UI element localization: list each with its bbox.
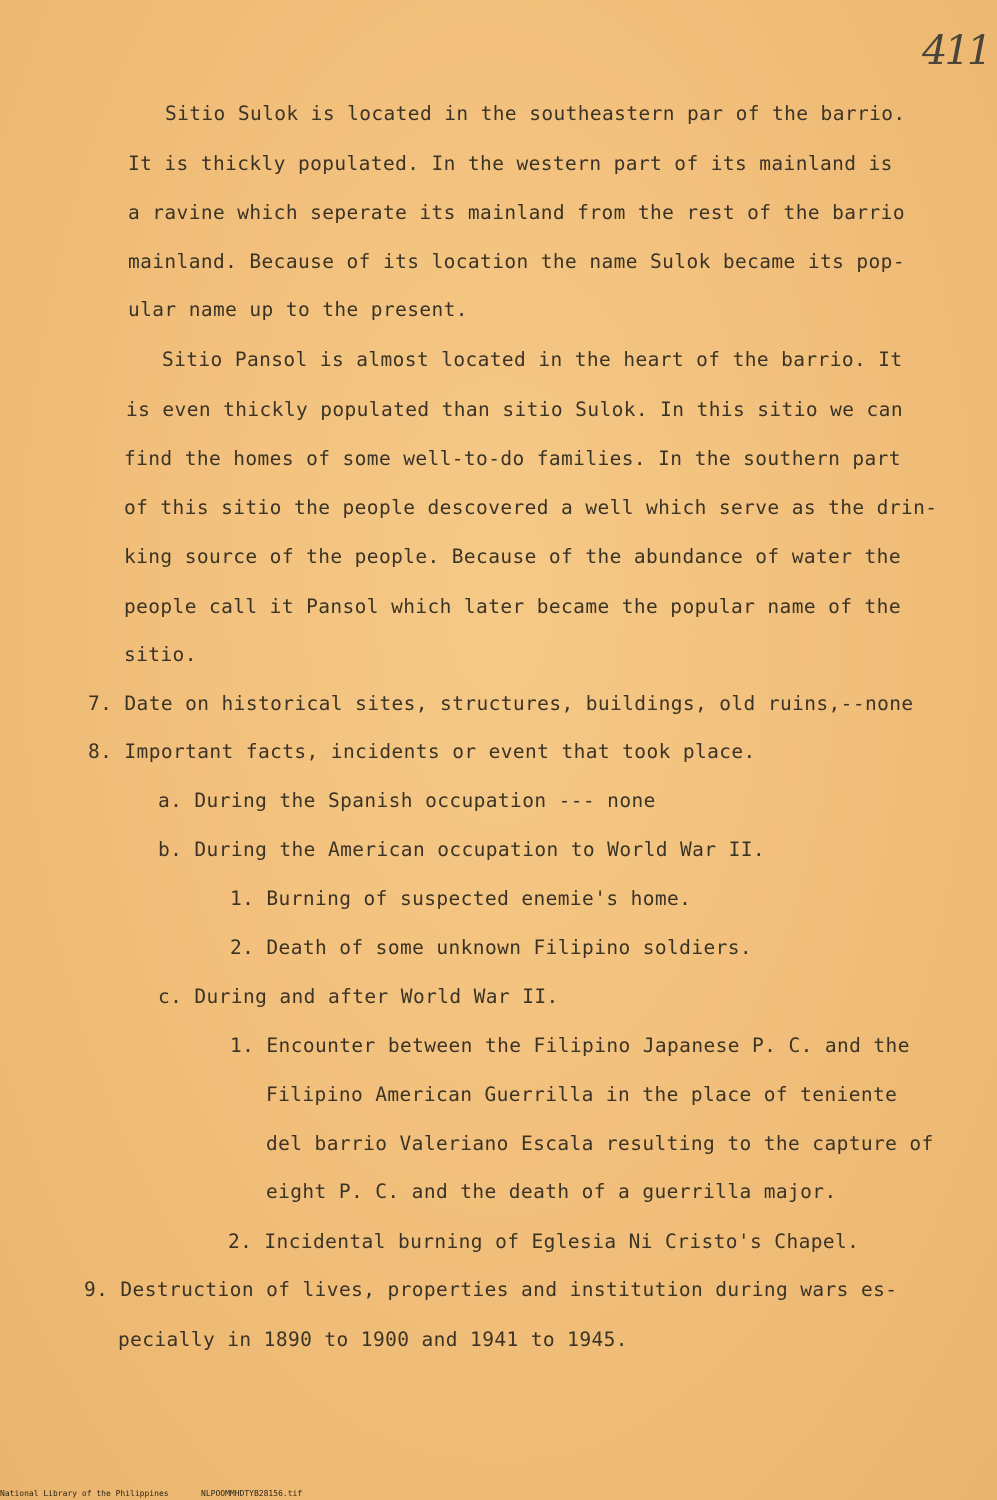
footer-file: NLPOOMMHDTYB28156.tif — [201, 1489, 303, 1498]
text-line: Sitio Sulok is located in the southeastern par of the barrio. — [165, 102, 906, 125]
footer-library: National Library of the Philippines — [0, 1489, 169, 1498]
text-line: a. During the Spanish occupation --- none — [158, 789, 656, 812]
text-line: is even thickly populated than sitio Sulok. In this sitio we can — [126, 398, 903, 421]
text-line: 9. Destruction of lives, properties and institution during wars es- — [84, 1278, 898, 1301]
text-line: a ravine which seperate its mainland from the rest of the barrio — [128, 201, 905, 224]
text-line: king source of the people. Because of the abundance of water the — [124, 545, 901, 568]
text-line: ular name up to the present. — [128, 298, 468, 321]
text-line: eight P. C. and the death of a guerrilla major. — [266, 1180, 837, 1203]
text-line: Filipino American Guerrilla in the place of teniente — [266, 1083, 898, 1106]
text-line: c. During and after World War II. — [158, 985, 559, 1008]
text-line: Sitio Pansol is almost located in the heart of the barrio. It — [162, 348, 903, 371]
text-line: 2. Death of some unknown Filipino soldiers. — [230, 936, 753, 959]
text-line: 1. Burning of suspected enemie's home. — [230, 887, 692, 910]
text-line: people call it Pansol which later became the popular name of the — [124, 595, 901, 618]
text-line: mainland. Because of its location the name Sulok became its pop- — [128, 250, 905, 273]
text-line: 1. Encounter between the Filipino Japanese P. C. and the — [230, 1034, 910, 1057]
text-line: del barrio Valeriano Escala resulting to the capture of — [266, 1132, 934, 1155]
text-line: sitio. — [124, 643, 197, 666]
text-line: of this sitio the people descovered a well which serve as the drin- — [124, 496, 938, 519]
text-line: find the homes of some well-to-do families. In the southern part — [124, 447, 901, 470]
page-number: 411 — [922, 28, 990, 74]
text-line: It is thickly populated. In the western part of its mainland is — [128, 152, 893, 175]
text-line: 8. Important facts, incidents or event that took place. — [88, 740, 756, 763]
text-line: b. During the American occupation to World War II. — [158, 838, 765, 861]
text-line: 2. Incidental burning of Eglesia Ni Cristo's Chapel. — [228, 1230, 860, 1253]
text-line: pecially in 1890 to 1900 and 1941 to 1945. — [118, 1328, 628, 1351]
text-line: 7. Date on historical sites, structures, buildings, old ruins,--none — [88, 692, 914, 715]
